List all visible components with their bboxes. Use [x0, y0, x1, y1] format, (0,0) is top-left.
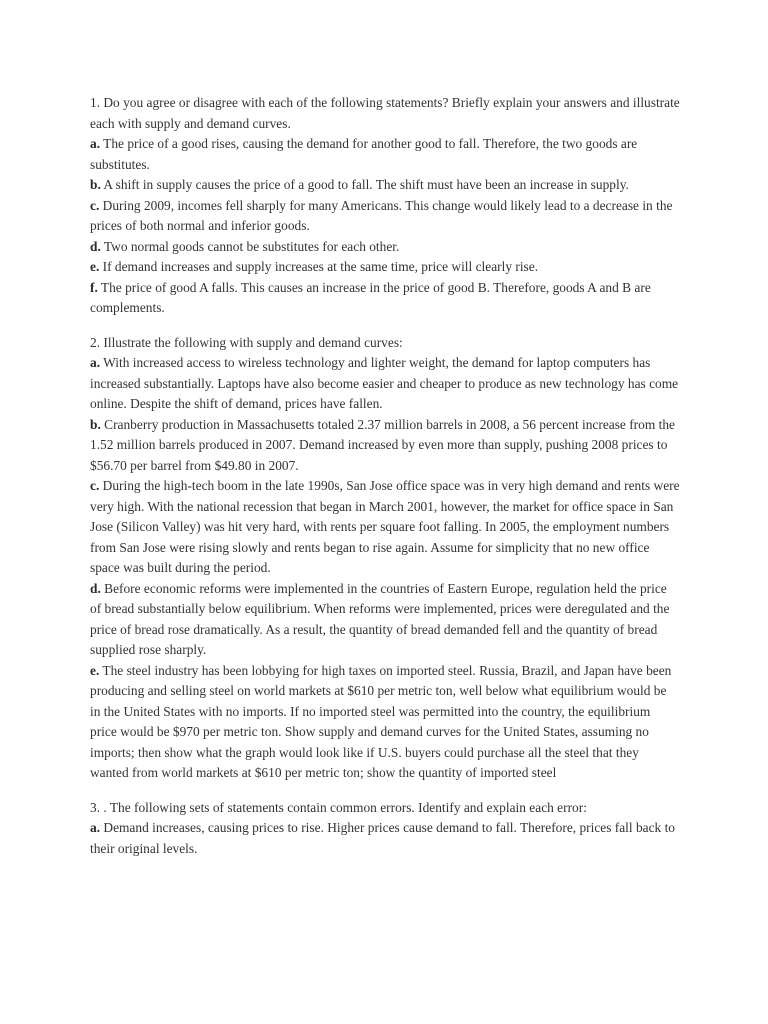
- question-3: [90, 798, 680, 860]
- item-text: During the high-tech boom in the late 1990s, San Jose office space was in very high demand and rents were very high. With the national recession that began in March 2001, however, the market for office space in San Jose (Silicon Valley) was hit very hard, with rents per square foot falling. In 2005, the employment numbers from San Jose were rising slowly and rents began to rise again. Assume for simplicity that no new office space was built during the period.: [90, 478, 680, 575]
- item-text: Demand increases, causing prices to rise. Higher prices cause demand to fall. Therefore, prices fall back to their original levels.: [90, 820, 676, 856]
- item-text: The steel industry has been lobbying for high taxes on imported steel. Russia, Brazil, and Japan have been producing and selling steel on world markets at $610 per metric ton, well below what equilibrium would be in the United States with no imports. If no imported steel was permitted into the country, the equilibrium price would be $970 per metric ton. Show supply and demand curves for the United States, assuming no imports; then show what the graph would look like if U.S. buyers could purchase all the steel that they wanted from world markets at $610 per metric ton; show the quantity of imported steel: [90, 662, 672, 780]
- question-2-item-e: [90, 661, 680, 784]
- item-letter: a.: [90, 820, 101, 835]
- question-3-item-a: [90, 818, 680, 859]
- question-1-intro: 1. Do you agree or disagree with each of the following statements? Briefly explain your answers and illustrate each with supply and demand curves.: [90, 95, 680, 131]
- item-text: A shift in supply causes the price of a good to fall. The shift must have been an increase in supply.: [103, 177, 629, 192]
- question-2-item-a: [90, 353, 680, 415]
- item-text: If demand increases and supply increases at the same time, price will clearly rise.: [102, 259, 539, 274]
- question-2-item-d: [90, 579, 680, 661]
- item-text: With increased access to wireless technology and lighter weight, the demand for laptop computers has increased substantially. Laptops have also become easier and cheaper to produce as new technology has come online. Despite the shift of demand, prices have fallen.: [90, 355, 679, 411]
- item-letter: f.: [90, 279, 98, 295]
- item-letter: c.: [90, 478, 100, 493]
- item-text: Two normal goods cannot be substitutes for each other.: [103, 238, 400, 254]
- item-text: Before economic reforms were implemented in the countries of Eastern Europe, regulation held the price of bread substantially below equilibrium. When reforms were implemented, prices were deregulated and the price of bread rose dramatically. As a result, the quantity of bread demanded fell and the quantity of bread supplied rose sharply.: [90, 580, 670, 657]
- item-text: The price of a good rises, causing the demand for another good to fall. Therefore, the two goods are substitutes.: [90, 136, 638, 172]
- item-letter: e.: [90, 662, 100, 678]
- question-2-item-c: [90, 476, 680, 579]
- question-1-item-e: [90, 257, 680, 278]
- question-3-intro: 3. . The following sets of statements contain common errors. Identify and explain each error:: [90, 799, 587, 815]
- item-letter: c.: [90, 197, 100, 213]
- question-1-item-f: [90, 278, 680, 319]
- item-letter: b.: [90, 177, 101, 192]
- item-letter: e.: [90, 259, 100, 274]
- item-letter: d.: [90, 580, 101, 596]
- question-1-item-b: [90, 175, 680, 196]
- question-2-intro: 2. Illustrate the following with supply and demand curves:: [90, 334, 403, 350]
- question-2: [90, 333, 680, 784]
- question-1-item-d: [90, 237, 680, 258]
- item-text: During 2009, incomes fell sharply for many Americans. This change would likely lead to a decrease in the prices of both normal and inferior goods.: [90, 197, 673, 233]
- item-letter: d.: [90, 238, 101, 254]
- item-letter: b.: [90, 416, 101, 432]
- item-text: Cranberry production in Massachusetts totaled 2.37 million barrels in 2008, a 56 percent increase from the 1.52 million barrels produced in 2007. Demand increased by even more than supply, pushing 2008 prices to $56.70 per barrel from $49.80 in 2007.: [90, 416, 675, 473]
- document-page: [90, 93, 680, 859]
- question-2-item-b: [90, 415, 680, 477]
- question-1-item-a: [90, 134, 680, 175]
- item-text: The price of good A falls. This causes an increase in the price of good B. Therefore, goods A and B are complements.: [90, 279, 651, 315]
- question-1: [90, 93, 680, 319]
- item-letter: a.: [90, 136, 101, 151]
- question-1-item-c: [90, 196, 680, 237]
- item-letter: a.: [90, 355, 101, 370]
